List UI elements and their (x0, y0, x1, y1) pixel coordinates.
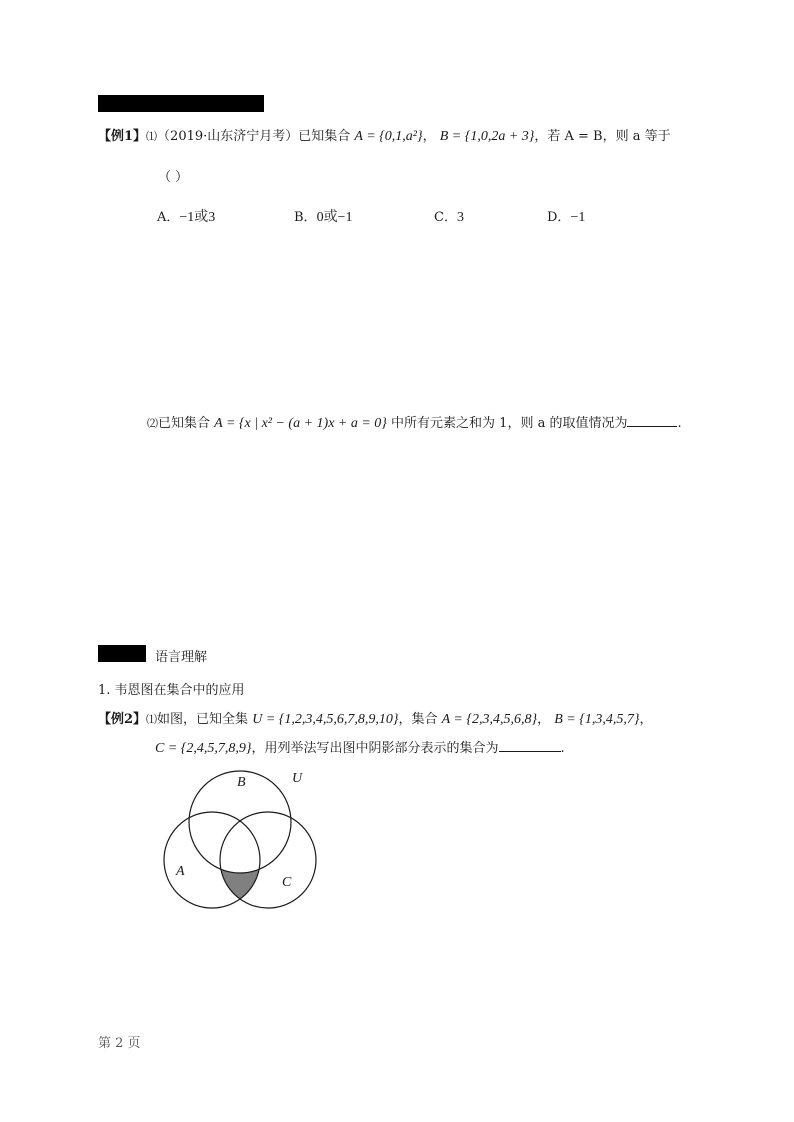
option-c-label: C． (434, 210, 457, 225)
example2-set-u: U = {1,2,3,4,5,6,7,8,9,10} (252, 712, 399, 727)
venn-shaded-region (150, 760, 350, 960)
example1-tag: 【例1】 (98, 129, 147, 144)
part2-answer-blank[interactable] (627, 414, 677, 427)
example1-answer-paren: （ ） (158, 170, 189, 185)
example1-num: ⑴ (146, 130, 158, 143)
section-black-block (98, 645, 146, 662)
part2-num: ⑵ (147, 417, 158, 430)
example2-post: ，用列举法写出图中阴影部分表示的集合为 (251, 741, 499, 756)
part2-post: 中所有元素之和为 1，则 a 的取值情况为 (391, 416, 628, 431)
example1-part2 (147, 412, 682, 432)
option-a-text: −1或3 (179, 210, 216, 225)
page-number: 第 2 页 (98, 1036, 141, 1051)
venn-label-b: B (237, 775, 246, 790)
example1-sep: ， (422, 129, 436, 144)
part2-set: A = {x | x² − (a + 1)x + a = 0} (214, 416, 387, 431)
example2-tag: 【例2】 (98, 712, 147, 727)
option-c-text: 3 (456, 210, 464, 225)
venn-label-c: C (282, 875, 292, 890)
venn-circle-a (164, 812, 260, 908)
option-b-label: B． (294, 210, 317, 225)
venn-label-a: A (176, 864, 185, 879)
venn-circle-c (220, 812, 316, 908)
option-a (157, 206, 215, 226)
example2-num: ⑴ (146, 713, 158, 726)
option-d-label: D． (547, 210, 571, 225)
option-d-text: −1 (570, 210, 586, 225)
example1-stem (98, 125, 671, 145)
example2-line2 (155, 737, 565, 757)
example1-source: （2019·山东济宁月考） (157, 129, 299, 144)
example2-sep: ， (537, 712, 551, 727)
option-b (294, 206, 352, 226)
example2-set-a: A = {2,3,4,5,6,8} (441, 712, 538, 727)
example2-end: . (560, 741, 565, 756)
option-c (434, 206, 464, 226)
example1-cond: ，若 A = B，则 a 等于 (534, 129, 671, 144)
venn-label-u: U (292, 771, 303, 786)
example2-set-b: B = {1,3,4,5,7} (554, 712, 640, 727)
example1-set-b: B = {1,0,2a + 3} (439, 129, 535, 144)
example1-set-a: A = {0,1,a²} (354, 129, 423, 144)
section-title: 语言理解 (155, 650, 208, 665)
example1-stem-pre: 已知集合 (298, 129, 351, 144)
option-d (547, 206, 585, 226)
venn-diagram (150, 760, 350, 920)
example2-answer-blank[interactable] (499, 739, 561, 752)
section-item: 1. 韦恩图在集合中的应用 (98, 683, 245, 698)
header-redaction-bar (98, 95, 264, 112)
example2-pre: 如图，已知全集 (157, 712, 249, 727)
example2-line1 (98, 708, 652, 728)
option-a-label: A． (157, 210, 180, 225)
part2-pre: 已知集合 (158, 416, 211, 431)
example2-comma: ， (639, 712, 653, 727)
example2-mid: ，集合 (398, 712, 438, 727)
example2-set-c: C = {2,4,5,7,8,9} (155, 741, 252, 756)
part2-end: . (677, 416, 682, 431)
option-b-text: 0或−1 (316, 210, 353, 225)
